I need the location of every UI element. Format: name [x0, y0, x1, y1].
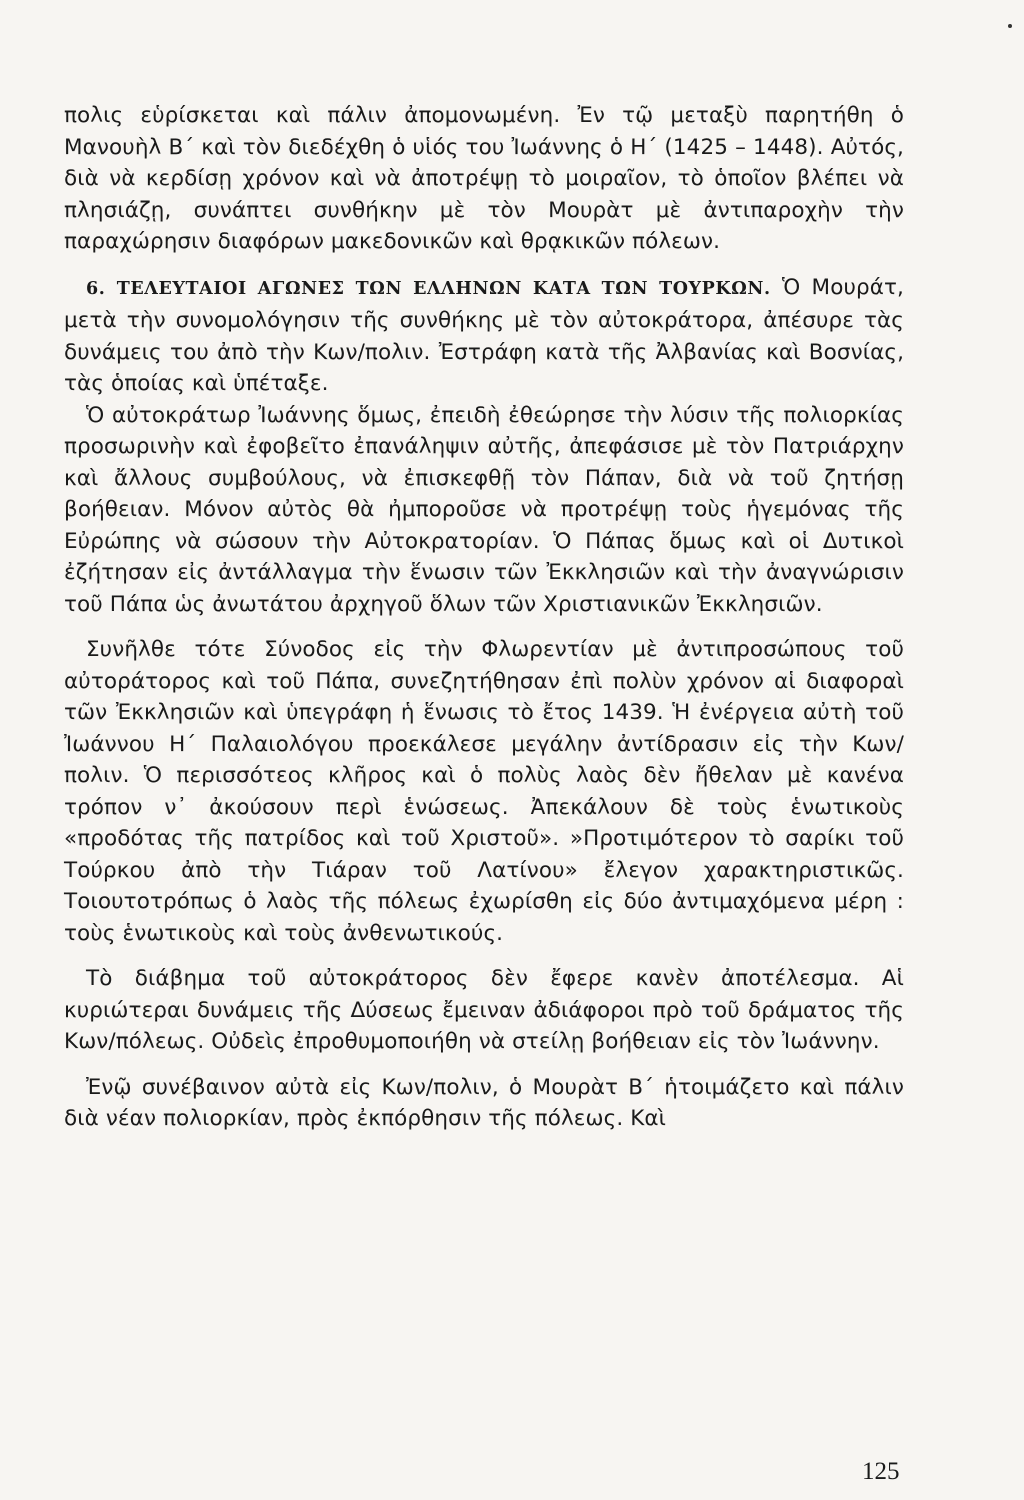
paragraph-murad-preparation: Ἐνῷ συνέβαινον αὐτὰ εἰς Κων/πολιν, ὁ Μουρὰτ Β΄ ἡτοιμάζετο καὶ πάλιν διὰ νέαν πολιορκίαν, πρὸς ἐκπόρθησιν τῆς πόλεως. Καὶ [64, 1074, 904, 1131]
paragraph-west-indifference: Τὸ διάβημα τοῦ αὐτοκράτορος δὲν ἔφερε κανὲν ἀποτέλεσμα. Αἱ κυριώτεραι δυνάμεις τῆς Δύσεως ἔμειναν ἀδιάφοροι πρὸ τοῦ δράματος τῆς Κων/πόλεως. Οὐδεὶς ἐπροθυμοποιήθη νὰ στείλῃ βοήθειαν εἰς τὸν Ἰωάννην. [64, 966, 904, 1054]
paragraph-opening: πολις εὑρίσκεται καὶ πάλιν ἀπομονωμένη. Ἐν τῷ μεταξὺ παρητήθη ὁ Μανουὴλ Β΄ καὶ τὸν διεδέχθη ὁ υἱός του Ἰωάννης ὁ Η΄ (1425 – 1448). Αὐτός, διὰ νὰ κερδίσῃ χρόνον καὶ νὰ ἀποτρέψῃ τὸ μοιραῖον, τὸ ὁποῖον βλέπει νὰ πλησιάζῃ, συνάπτει συνθήκην μὲ τὸν Μουρὰτ μὲ ἀντιπαροχὴν τὴν παραχώρησιν διαφόρων μακεδονικῶν καὶ θρᾳκικῶν πόλεων. [64, 103, 904, 254]
section-lead-text: Ὁ Μουράτ, μετὰ τὴν συνομολόγησιν τῆς συνθήκης μὲ τὸν αὐτοκράτορα, ἀπέσυρε τὰς δυνάμεις του ἀπὸ τὴν Κων/πολιν. Ἐστράφη κατὰ τῆς Ἀλβανίας καὶ Βοσνίας, τὰς ὁποίας καὶ ὑπέταξε. [64, 274, 904, 396]
section-title: ΤΕΛΕΥΤΑΙΟΙ ΑΓΩΝΕΣ ΤΩΝ ΕΛΛΗΝΩΝ ΚΑΤΑ ΤΩΝ ΤΟΥΡΚΩΝ. [116, 278, 771, 299]
paragraph-pope-request: Ὁ αὐτοκράτωρ Ἰωάννης ὅμως, ἐπειδὴ ἐθεώρησε τὴν λύσιν τῆς πολιορκίας προσωρινὴν καὶ ἐφοβεῖτο ἐπανάληψιν αὐτῆς, ἀπεφάσισε μὲ τὸν Πατριάρχην καὶ ἄλλους συμβούλους, νὰ ἐπισκεφθῇ τὸν Πάπαν, διὰ νὰ τοῦ ζητήσῃ βοήθειαν. Μόνον αὐτὸς θὰ ἠμποροῦσε νὰ προτρέψῃ τοὺς ἡγεμόνας τῆς Εὐρώπης νὰ σώσουν τὴν Αὐτοκρατορίαν. Ὁ Πάπας ὅμως καὶ οἱ Δυτικοὶ ἐζήτησαν εἰς ἀντάλλαγμα τὴν ἕνωσιν τῶν Ἐκκλησιῶν καὶ τὴν ἀναγνώρισιν τοῦ Πάπα ὡς ἀνωτάτου ἀρχηγοῦ ὅλων τῶν Χριστιανικῶν Ἐκκλησιῶν. [64, 402, 904, 617]
book-page [64, 100, 904, 1135]
page-number: 125 [862, 1458, 900, 1485]
section-number: 6. [86, 278, 106, 299]
section-heading-paragraph [64, 272, 904, 400]
paragraph-florence-synod: Συνῆλθε τότε Σύνοδος εἰς τὴν Φλωρεντίαν μὲ ἀντιπροσώπους τοῦ αὐτοράτορος καὶ τοῦ Πάπα, συνεζητήθησαν ἐπὶ πολὺν χρόνον αἱ διαφοραὶ τῶν Ἐκκλησιῶν καὶ ὑπεγράφη ἡ ἕνωσις τὸ ἔτος 1439. Ἡ ἐνέργεια αὐτὴ τοῦ Ἰωάννου Η΄ Παλαιολόγου προεκάλεσε μεγάλην ἀντίδρασιν εἰς τὴν Κων/πολιν. Ὁ περισσότεος κλῆρος καὶ ὁ πολὺς λαὸς δὲν ἤθελαν μὲ κανένα τρόπον ν᾽ ἀκούσουν περὶ ἑνώσεως. Ἀπεκάλουν δὲ τοὺς ἑνωτικοὺς «προδότας τῆς πατρίδος καὶ τοῦ Χριστοῦ». »Προτιμότερον τὸ σαρίκι τοῦ Τούρκου ἀπὸ τὴν Τιάραν τοῦ Λατίνου» ἔλεγον χαρακτηριστικῶς. Τοιουτοτρόπως ὁ λαὸς τῆς πόλεως ἐχωρίσθη εἰς δύο ἀντιμαχόμενα μέρη : τοὺς ἑνωτικοὺς καὶ τοὺς ἀνθενωτικούς. [64, 637, 904, 946]
scan-mark [1008, 24, 1012, 28]
